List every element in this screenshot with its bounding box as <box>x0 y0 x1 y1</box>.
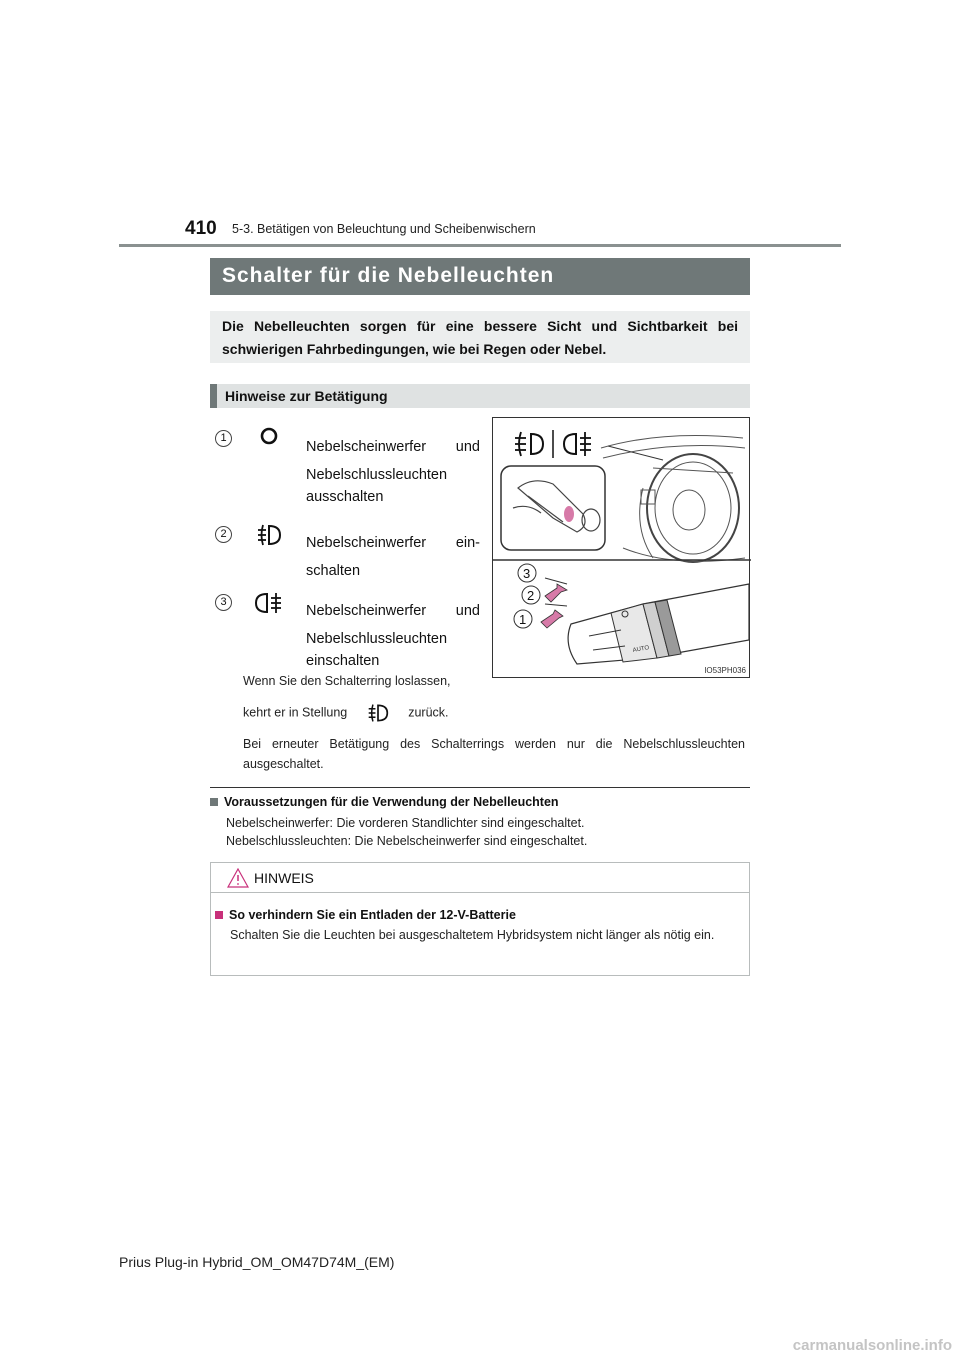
callout-3: 3 <box>523 566 531 581</box>
warning-triangle-icon <box>227 868 249 888</box>
page-number: 410 <box>185 218 217 239</box>
condition-line: Nebelscheinwerfer: Die vorderen Standlichter sind eingeschaltet. <box>226 816 585 830</box>
step-text-line: Nebelschlussleuchten <box>306 631 448 647</box>
step-text-word: ein- <box>455 535 480 551</box>
watermark: carmanualsonline.info <box>792 1337 952 1354</box>
step-text-line: Nebelschlussleuchten <box>306 467 448 483</box>
figure-label: IO53PH036 <box>704 666 746 675</box>
condition-line: Nebelschlussleuchten: Die Nebelscheinwerfer sind eingeschaltet. <box>226 834 588 848</box>
off-icon <box>253 426 285 452</box>
step-text <box>306 532 480 582</box>
notice-box <box>210 862 750 976</box>
conditions-heading <box>210 795 559 809</box>
step-text-word: und <box>455 603 480 619</box>
step-1 <box>215 426 480 506</box>
step-text-line: einschalten <box>306 653 380 669</box>
section-title: Schalter für die Nebelleuchten <box>210 258 750 295</box>
step-text <box>306 600 480 672</box>
step-text-word: und <box>455 439 480 455</box>
step-text-word: Nebelscheinwerfer <box>306 535 427 551</box>
step-number: 3 <box>215 594 232 611</box>
callout-1: 1 <box>519 612 527 627</box>
header-rule <box>119 244 841 247</box>
step-2 <box>215 522 480 579</box>
intro-box: Die Nebelleuchten sorgen für eine bessere Sicht und Sichtbarkeit bei schwierigen Fahrbedingungen, wie bei Regen oder Nebel. <box>210 311 750 363</box>
release-note-line1 <box>243 671 478 691</box>
front-fog-icon <box>253 522 285 548</box>
release-note-text: kehrt er in Stellung <box>243 705 348 720</box>
notice-text: Schalten Sie die Leuchten bei ausgeschaltetem Hybridsystem nicht länger als nötig ein. <box>230 928 715 942</box>
step-text-word: Nebelscheinwerfer <box>306 439 427 455</box>
notice-header <box>211 863 749 893</box>
step-text-line: ausschalten <box>306 489 384 505</box>
step-text-line: schalten <box>306 563 361 579</box>
rear-fog-icon <box>253 590 285 616</box>
bullet-square-icon <box>215 911 223 919</box>
notice-subheading-text: So verhindern Sie ein Entladen der 12-V-Batterie <box>229 908 516 922</box>
callout-2: 2 <box>527 588 535 603</box>
footer: Prius Plug-in Hybrid_OM_OM47D74M_(EM) <box>119 1254 395 1270</box>
running-header: 5-3. Betätigen von Beleuchtung und Scheibenwischern <box>232 222 536 236</box>
release-note-text: zurück. <box>408 705 449 720</box>
fog-switch-illustration <box>492 417 750 678</box>
notice-title: HINWEIS <box>254 870 314 886</box>
bullet-square-icon <box>210 798 218 806</box>
operation-subheading: Hinweise zur Betätigung <box>210 384 750 408</box>
step-number: 2 <box>215 526 232 543</box>
front-fog-icon <box>363 702 393 724</box>
release-note-line2 <box>243 702 449 724</box>
illustration-drawing <box>493 418 751 679</box>
section-divider <box>210 787 750 788</box>
step-text-word: Nebelscheinwerfer <box>306 603 427 619</box>
step-text <box>306 436 480 508</box>
step-3 <box>215 590 480 669</box>
notice-subheading <box>215 908 516 922</box>
repeat-note: Bei erneuter Betätigung des Schalterrings werden nur die Nebelschlussleuchten ausgeschaltet. <box>243 737 745 771</box>
fog-symbols-icon <box>515 430 591 458</box>
step-number: 1 <box>215 430 232 447</box>
release-note-text: Wenn Sie den Schalterring loslassen, <box>243 674 451 688</box>
auto-label: AUTO <box>632 645 650 654</box>
conditions-heading-text: Voraussetzungen für die Verwendung der Nebelleuchten <box>224 795 559 809</box>
